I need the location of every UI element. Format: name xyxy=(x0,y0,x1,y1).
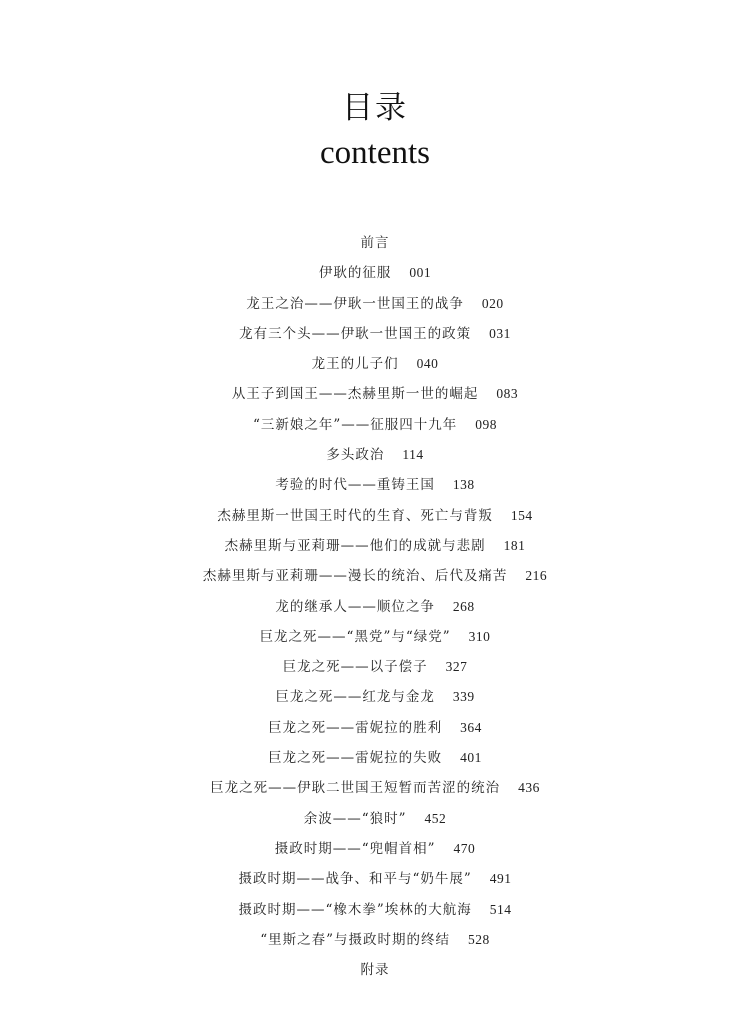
toc-entry-title: 巨龙之死——以子偿子 xyxy=(282,659,428,676)
toc-entry-page-number: 001 xyxy=(409,265,432,281)
toc-entry-title: 余波——“狼时” xyxy=(303,810,407,827)
toc-entry-title: 巨龙之死——雷妮拉的胜利 xyxy=(268,719,443,736)
toc-entry[interactable] xyxy=(0,804,750,834)
toc-entry[interactable] xyxy=(0,258,750,288)
toc-entry-page-number: 098 xyxy=(475,416,498,432)
toc-entry[interactable] xyxy=(0,379,750,409)
toc-entry[interactable] xyxy=(0,682,750,712)
toc-entry[interactable] xyxy=(0,592,750,622)
toc-entry[interactable] xyxy=(0,561,750,591)
toc-entry-title: 龙王的儿子们 xyxy=(311,356,399,373)
toc-entry[interactable] xyxy=(0,440,750,470)
toc-entry-title: 龙有三个头——伊耿一世国王的政策 xyxy=(239,325,472,342)
toc-entry[interactable] xyxy=(0,955,750,985)
toc-entry-page-number: 083 xyxy=(496,386,519,402)
toc-entry-page-number: 181 xyxy=(503,537,526,553)
toc-entry-page-number: 020 xyxy=(481,295,504,311)
toc-entry[interactable] xyxy=(0,531,750,561)
toc-entry[interactable] xyxy=(0,228,750,258)
toc-entry[interactable] xyxy=(0,501,750,531)
toc-entry-title: 摄政时期——“兜帽首相” xyxy=(274,840,436,857)
toc-entry-title: 巨龙之死——伊耿二世国王短暂而苦涩的统治 xyxy=(210,780,501,797)
toc-entry[interactable] xyxy=(0,622,750,652)
toc-entry-page-number: 268 xyxy=(452,598,475,614)
toc-entry[interactable] xyxy=(0,470,750,500)
toc-entry-title: “三新娘之年”——征服四十九年 xyxy=(252,416,458,433)
toc-entry-page-number: 528 xyxy=(468,931,490,947)
toc-entry[interactable] xyxy=(0,925,750,955)
toc-entry[interactable] xyxy=(0,410,750,440)
toc-entry-page-number: 491 xyxy=(489,871,512,887)
page-title-english: contents xyxy=(320,135,430,171)
toc-entry-page-number: 452 xyxy=(424,810,447,826)
toc-entry[interactable] xyxy=(0,834,750,864)
toc-entry[interactable] xyxy=(0,319,750,349)
toc-entry-page-number: 470 xyxy=(453,840,476,856)
toc-entry-title: 从王子到国王——杰赫里斯一世的崛起 xyxy=(231,386,479,403)
toc-entry-title: 巨龙之死——雷妮拉的失败 xyxy=(268,750,443,767)
toc-entry-title: 巨龙之死——“黑党”与“绿党” xyxy=(259,628,451,645)
toc-entry-title: 伊耿的征服 xyxy=(318,265,392,282)
toc-entry[interactable] xyxy=(0,289,750,319)
toc-entry-title: 考验的时代——重铸王国 xyxy=(275,477,435,494)
toc-entry[interactable] xyxy=(0,773,750,803)
toc-entry-page-number: 310 xyxy=(468,628,491,644)
toc-entry-page-number: 138 xyxy=(452,477,475,493)
toc-entry-page-number: 114 xyxy=(402,447,424,463)
toc-entry-title: 杰赫里斯一世国王时代的生育、死亡与背叛 xyxy=(217,507,493,524)
table-of-contents xyxy=(0,228,750,985)
toc-entry-page-number: 216 xyxy=(525,568,548,584)
toc-entry-page-number: 436 xyxy=(518,780,540,796)
toc-entry-title: 多头政治 xyxy=(326,447,385,464)
toc-entry-page-number: 401 xyxy=(460,750,482,766)
toc-entry[interactable] xyxy=(0,713,750,743)
toc-entry-title: 龙的继承人——顺位之争 xyxy=(275,598,435,615)
toc-entry-title: 巨龙之死——红龙与金龙 xyxy=(275,689,435,706)
toc-entry-title: “里斯之春”与摄政时期的终结 xyxy=(260,931,451,948)
toc-entry-page-number: 327 xyxy=(445,659,468,675)
toc-entry[interactable] xyxy=(0,349,750,379)
toc-entry-page-number: 031 xyxy=(489,325,511,341)
toc-entry[interactable] xyxy=(0,652,750,682)
toc-entry-title: 摄政时期——战争、和平与“奶牛展” xyxy=(238,871,472,888)
toc-entry-title: 龙王之治——伊耿一世国王的战争 xyxy=(246,295,464,312)
toc-entry-page-number: 154 xyxy=(510,507,533,523)
toc-entry-title: 杰赫里斯与亚莉珊——他们的成就与悲剧 xyxy=(224,537,486,554)
toc-entry-page-number: 514 xyxy=(489,901,512,917)
toc-entry-title: 前言 xyxy=(360,235,390,251)
page-title-chinese: 目录 xyxy=(342,90,408,126)
toc-entry-title: 杰赫里斯与亚莉珊——漫长的统治、后代及痛苦 xyxy=(202,568,508,585)
toc-entry-title: 摄政时期——“橡木拳”埃林的大航海 xyxy=(238,901,472,918)
toc-entry-page-number: 364 xyxy=(460,719,482,735)
toc-entry-page-number: 040 xyxy=(416,356,439,372)
toc-entry[interactable] xyxy=(0,895,750,925)
toc-entry[interactable] xyxy=(0,864,750,894)
toc-entry-title: 附录 xyxy=(360,962,390,979)
toc-entry-page-number: 339 xyxy=(452,689,475,705)
toc-entry[interactable] xyxy=(0,743,750,773)
